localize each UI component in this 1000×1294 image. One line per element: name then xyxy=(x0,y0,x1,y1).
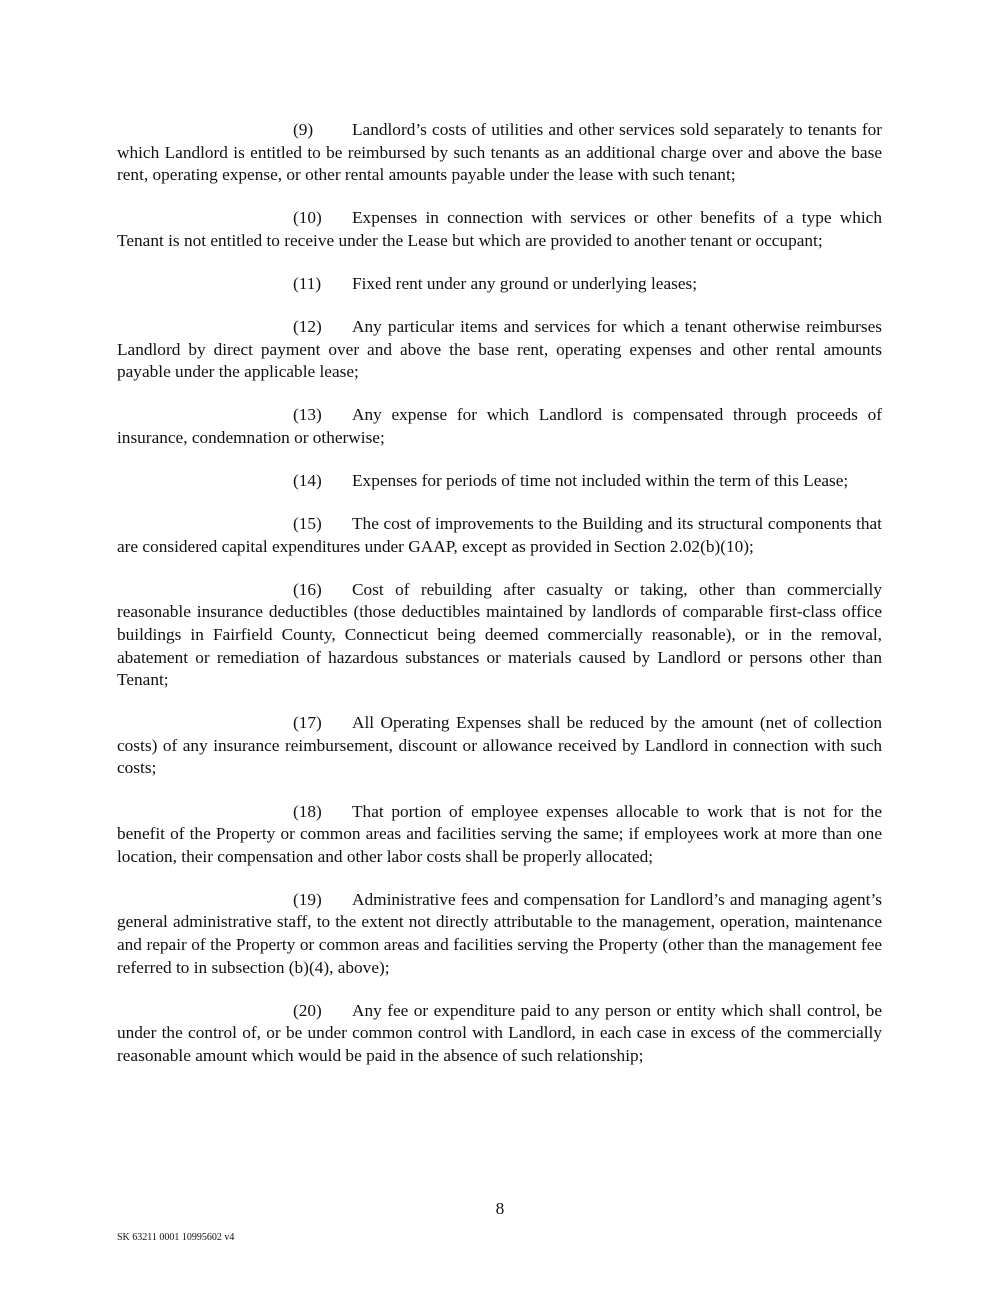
document-body xyxy=(117,119,882,1088)
paragraph-9 xyxy=(117,119,882,187)
paragraph-17 xyxy=(117,712,882,780)
paragraph-16 xyxy=(117,579,882,692)
page-number: 8 xyxy=(495,1199,505,1218)
paragraph-number: (11) xyxy=(293,273,322,293)
paragraph-text: All Operating Expenses shall be reduced by the amount (net of collection costs) of any insurance reimbursement, discount or allowance received by Landlord in connection with such costs; xyxy=(117,713,882,778)
paragraph-number: (13) xyxy=(293,405,322,425)
paragraph-text: The cost of improvements to the Building and its structural components that are considered capital expenditures under GAAP, except as provided in Section 2.02(b)(10); xyxy=(117,514,882,556)
paragraph-number: (16) xyxy=(293,579,322,599)
paragraph-text: Cost of rebuilding after casualty or taking, other than commercially reasonable insurance deductibles (those deductibles maintained by landlords of comparable first-class office buildings in Fairfield County, Connecticut being deemed commercially reasonable), or in the removal, abatement or remediation of hazardous substances or materials caused by Landlord or persons other than Tenant; xyxy=(117,579,882,690)
paragraph-number: (10) xyxy=(293,208,322,228)
paragraph-19 xyxy=(117,889,882,979)
paragraph-12 xyxy=(117,316,882,384)
paragraph-10 xyxy=(117,207,882,252)
paragraph-number: (12) xyxy=(293,317,322,337)
paragraph-11 xyxy=(117,273,882,296)
paragraph-text: Any fee or expenditure paid to any person or entity which shall control, be under the control of, or be under common control with Landlord, in each case in excess of the commercially reasonable amount which would be paid in the absence of such relationship; xyxy=(117,1000,882,1065)
paragraph-number: (17) xyxy=(293,713,322,733)
paragraph-number: (9) xyxy=(293,120,314,139)
paragraph-text: Any particular items and services for which a tenant otherwise reimburses Landlord by direct payment over and above the base rent, operating expenses and other rental amounts payable under the applicable lease; xyxy=(117,317,882,382)
paragraph-number: (14) xyxy=(293,471,322,491)
paragraph-text: Fixed rent under any ground or underlying leases; xyxy=(352,273,698,293)
paragraph-text: Administrative fees and compensation for Landlord’s and managing agent’s general administrative staff, to the extent not directly attributable to the management, operation, maintenance and repair of the Property or common areas and facilities serving the Property (other than the management fee referred to in subsection (b)(4), above); xyxy=(117,889,882,977)
paragraph-number: (18) xyxy=(293,801,322,821)
paragraph-text: Expenses in connection with services or other benefits of a type which Tenant is not entitled to receive under the Lease but which are provided to another tenant or occupant; xyxy=(117,208,882,250)
paragraph-text: Any expense for which Landlord is compensated through proceeds of insurance, condemnation or otherwise; xyxy=(117,405,882,447)
paragraph-14 xyxy=(117,470,882,493)
paragraph-text: Expenses for periods of time not included within the term of this Lease; xyxy=(352,471,849,491)
paragraph-15 xyxy=(117,513,882,558)
paragraph-18 xyxy=(117,801,882,869)
paragraph-text: That portion of employee expenses allocable to work that is not for the benefit of the Property or common areas and facilities serving the same; if employees work at more than one location, their compensation and other labor costs shall be properly allocated; xyxy=(117,801,882,866)
paragraph-number: (19) xyxy=(293,889,322,909)
document-id-footer: SK 63211 0001 10995602 v4 xyxy=(117,1232,235,1243)
paragraph-number: (20) xyxy=(293,1000,322,1020)
paragraph-13 xyxy=(117,404,882,449)
paragraph-text: Landlord’s costs of utilities and other services sold separately to tenants for which Landlord is entitled to be reimbursed by such tenants as an additional charge over and above the base rent, operating expense, or other rental amounts payable under the lease with such tenant; xyxy=(117,120,882,185)
paragraph-20 xyxy=(117,1000,882,1068)
paragraph-number: (15) xyxy=(293,514,322,534)
